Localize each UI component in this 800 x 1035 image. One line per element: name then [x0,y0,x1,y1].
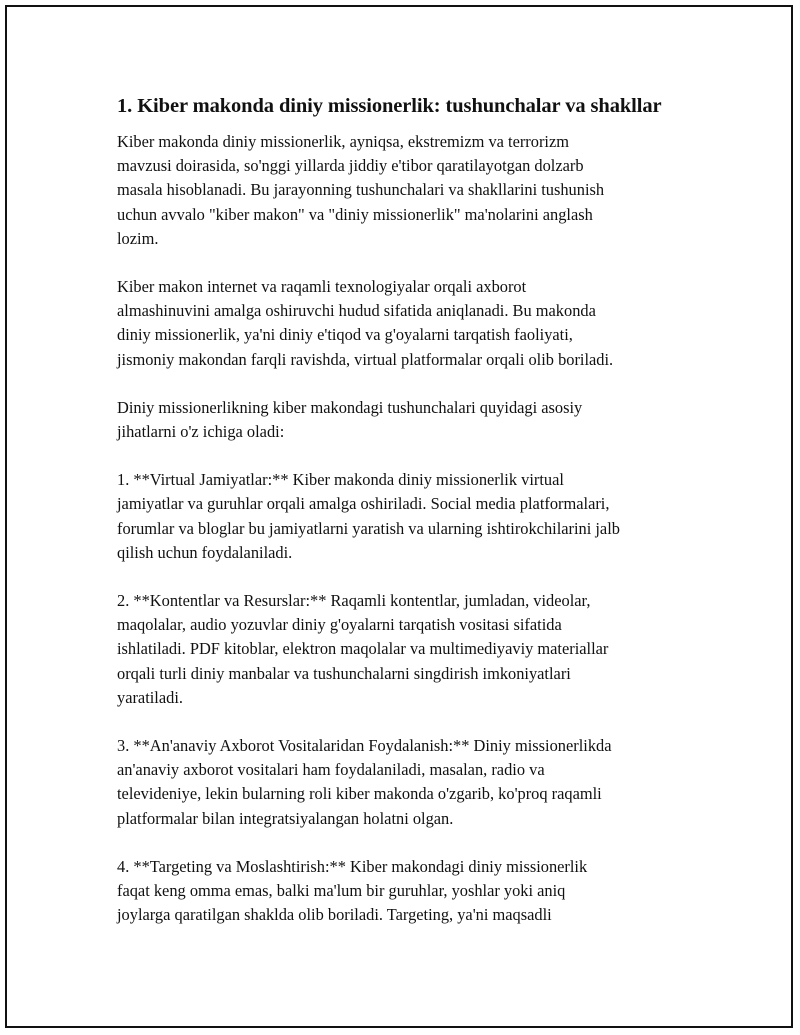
paragraph-line: mavzusi doirasida, so'nggi yillarda jiddiy e'tibor qaratilayotgan dolzarb [117,156,584,176]
paragraph-1 [117,130,702,251]
paragraph-3 [117,396,702,444]
paragraph-line: 1. **Virtual Jamiyatlar:** Kiber makonda diniy missionerlik virtual [117,470,564,490]
paragraph-line: faqat keng omma emas, balki ma'lum bir guruhlar, yoshlar yoki aniq [117,881,566,901]
paragraph-line: Diniy missionerlikning kiber makondagi tushunchalari quyidagi asosiy [117,397,583,417]
paragraph-line: platformalar bilan integratsiyalangan holatni olgan. [117,808,454,828]
section-heading: 1. Kiber makonda diniy missionerlik: tushunchalar va shakllar [117,95,662,117]
paragraph-line: forumlar va bloglar bu jamiyatlarni yaratish va ularning ishtirokchilarini jalb [117,518,620,538]
paragraph-line: maqolalar, audio yozuvlar diniy g'oyalarni tarqatish vositasi sifatida [117,615,562,635]
paragraph-line: 4. **Targeting va Moslashtirish:** Kiber makondagi diniy missionerlik [117,856,588,876]
paragraph-line: Kiber makon internet va raqamli texnologiyalar orqali axborot [117,277,527,297]
paragraph-line: lozim. [117,228,159,248]
paragraph-line: uchun avvalo "kiber makon" va "diniy missionerlik" ma'nolarini anglash [117,204,593,224]
paragraph-line: Kiber makonda diniy missionerlik, ayniqsa, ekstremizm va terrorizm [117,132,569,151]
paragraph-line: 2. **Kontentlar va Resurslar:** Raqamli kontentlar, jumladan, videolar, [117,591,591,611]
paragraph-7 [117,855,702,928]
paragraph-line: jihatlarni o'z ichiga oladi: [117,422,285,442]
paragraph-line: an'anaviy axborot vositalari ham foydalaniladi, masalan, radio va [117,760,545,780]
paragraph-line: diniy missionerlik, ya'ni diniy e'tiqod va g'oyalarni tarqatish faoliyati, [117,325,573,345]
paragraph-line: joylarga qaratilgan shaklda olib boriladi. Targeting, ya'ni maqsadli [117,905,552,925]
document-content [117,92,702,951]
paragraph-5 [117,589,702,710]
paragraph-4 [117,468,702,565]
paragraph-line: qilish uchun foydalaniladi. [117,542,293,562]
paragraph-line: televideniye, lekin bularning roli kiber makonda o'zgarib, ko'proq raqamli [117,784,602,804]
document-body [117,130,702,927]
paragraph-line: yaratiladi. [117,687,183,707]
paragraph-line: masala hisoblanadi. Bu jarayonning tushunchalari va shakllarini tushunish [117,180,605,200]
paragraph-line: jismoniy makondan farqli ravishda, virtual platformalar orqali olib boriladi. [117,349,614,369]
paragraph-line: 3. **An'anaviy Axborot Vositalaridan Foydalanish:** Diniy missionerlikda [117,736,612,756]
paragraph-line: orqali turli diniy manbalar va tushunchalarni singdirish imkoniyatlari [117,663,571,683]
paragraph-2 [117,275,702,372]
paragraph-line: almashinuvini amalga oshiruvchi hudud sifatida aniqlanadi. Bu makonda [117,301,596,321]
paragraph-line: ishlatiladi. PDF kitoblar, elektron maqolalar va multimediyaviy materiallar [117,639,609,659]
paragraph-6 [117,734,702,831]
paragraph-line: jamiyatlar va guruhlar orqali amalga oshiriladi. Social media platformalari, [117,494,610,514]
